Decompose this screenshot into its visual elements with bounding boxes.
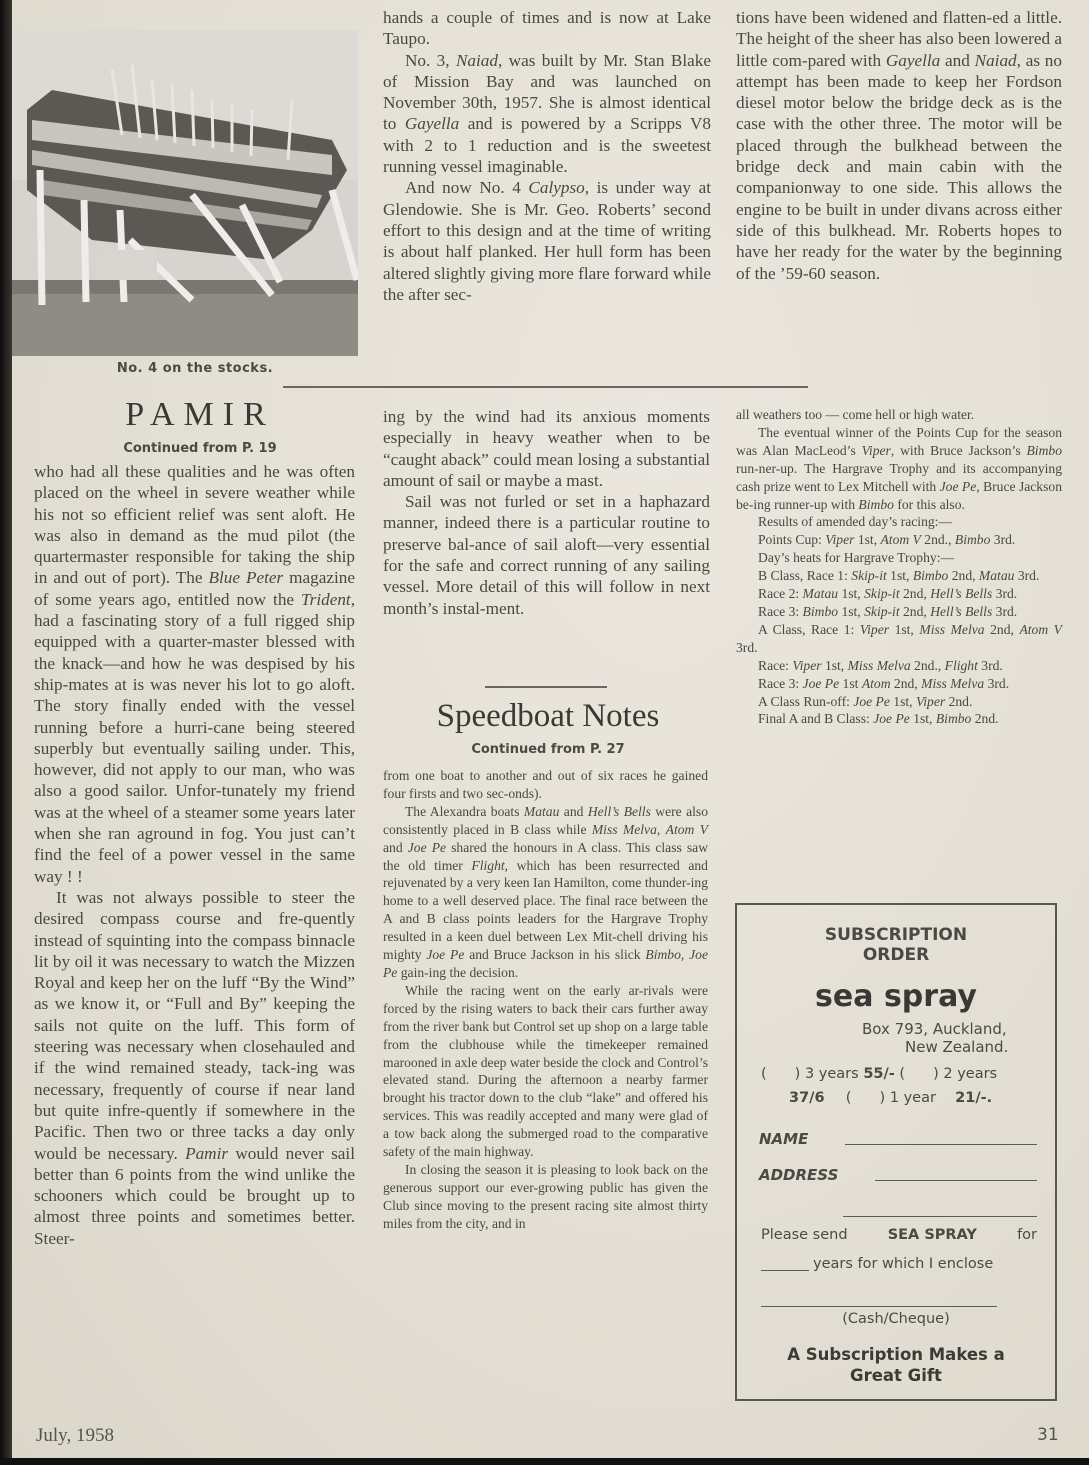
paragraph: Points Cup: Viper 1st, Atom V 2nd., Bimbo 3rd. <box>758 532 1016 548</box>
paragraph: No. 3, Naiad, was built by Mr. Stan Blake of Mission Bay and was launched on November 30th, 1957. She is almost identical to Gayella and is powered by a Scripps V8 with 2 to 1 reduction and is the sweetest running vessel imaginable. <box>383 50 711 177</box>
address-input-line-1[interactable] <box>875 1180 1037 1181</box>
pamir-column-left <box>34 461 355 1249</box>
paragraph: all weathers too — come hell or high water. <box>736 407 975 422</box>
name-label: NAME <box>759 1130 809 1148</box>
please-send-for: for <box>1017 1227 1037 1243</box>
please-send-text: Please send <box>761 1227 848 1243</box>
page-number: 31 <box>1037 1425 1059 1445</box>
option-row-1 <box>761 1066 997 1082</box>
subscription-order-form <box>735 903 1057 1401</box>
pamir-column-middle <box>383 406 710 619</box>
paragraph: In closing the season it is pleasing to look back on the generous support our ever-growing public has given the Club since moving to the present racing site almost thirty miles from the city, and in <box>383 1161 708 1231</box>
paragraph: Race 3: Joe Pe 1st Atom 2nd, Miss Melva 3rd. <box>758 675 1010 691</box>
option-2-years-label: 2 years <box>943 1066 998 1082</box>
paragraph: from one boat to another and out of six races he gained four firsts and two sec-onds). <box>383 768 708 801</box>
paragraph: A Class Run-off: Joe Pe 1st, Viper 2nd. <box>758 693 973 709</box>
name-input-line[interactable] <box>845 1144 1037 1145</box>
speedboat-column-right <box>736 406 1062 728</box>
issue-date: July, 1958 <box>36 1425 114 1446</box>
address-line2: New Zealand. <box>905 1038 1009 1056</box>
article-title-pamir: PAMIR <box>125 396 275 433</box>
cash-cheque-label: (Cash/Cheque) <box>842 1311 950 1327</box>
speedboat-divider <box>485 686 607 688</box>
option-3-years-label: 3 years <box>804 1066 859 1082</box>
subscription-tagline-line1: A Subscription Makes a <box>787 1345 1005 1364</box>
option-1-year-label: 1 year <box>889 1090 936 1106</box>
article-column-top-middle <box>383 7 711 305</box>
subscription-tagline-line2: Great Gift <box>850 1366 942 1385</box>
paragraph: hands a couple of times and is now at Lake Taupo. <box>383 8 711 49</box>
subscription-heading-line2: ORDER <box>862 945 930 965</box>
paragraph: It was not always possible to steer the desired compass course and fre-quently instead of squinting into the compass binnacle lit by oil it was necessary to watch the Mizzen Royal and keep her on the luff “By the Wind” as we know it, or “Full and By” keeping the sails not quite on the luff. This form of steering was necessary when closehauled and if the wind remained steady, tack-ing was necessary, frequently of course if near land but quite infre-quently if somewhere in the Pacific. Then two or three tacks a day only would be necessary. Pamir would never sail better than 6 points from the wind unlike the schooners which could be brought up to almost three points and sometimes better. Steer- <box>34 887 355 1248</box>
option-row-2 <box>789 1090 992 1106</box>
years-enclose-text: years for which I enclose <box>813 1256 994 1272</box>
paragraph: ing by the wind had its anxious moments especially in heavy weather when to be “caught aback” could mean losing a substantial amount of sail or maybe a mast. <box>383 407 710 490</box>
photo-caption: No. 4 on the stocks. <box>116 361 274 376</box>
paragraph: B Class, Race 1: Skip-it 1st, Bimbo 2nd, Matau 3rd. <box>758 568 1040 584</box>
article-title-speedboat-notes: Speedboat Notes <box>436 698 660 734</box>
checkbox-1-year[interactable]: ( ) <box>845 1090 886 1106</box>
amount-input-line[interactable] <box>761 1306 997 1307</box>
paragraph: The Alexandra boats Matau and Hell’s Bells were also consistently placed in B class while Miss Melva, Atom V and Joe Pe shared the honours in A class. This class saw the old timer Flight, which has been resurrected and rejuvenated by a very keen Ian Hamilton, come thunder-ing home to a well deserved place. The final race between the A and B class points leaders for the Hargrave Trophy resulted in a keen duel between Lex Mit-chell driving his mighty Joe Pe and Bruce Jackson in his slick Bimbo, Joe Pe gain-ing the decision. <box>383 803 709 980</box>
paragraph: And now No. 4 Calypso, is under way at Glendowie. She is Mr. Geo. Roberts’ second effort to this design and at the time of writing is about half planked. Her hull form has been altered slightly giving more flare forward while the after sec- <box>383 178 711 304</box>
paragraph: Sail was not furled or set in a haphazard manner, indeed there is a particular routine to preserve bal-ance of sail aloft—very essential for the safe and correct running of any sailing vessel. More detail of this will follow in next month’s instal-ment. <box>383 492 710 618</box>
checkbox-3-years[interactable]: ( ) <box>761 1066 801 1082</box>
section-divider <box>283 386 808 388</box>
checkbox-2-years[interactable]: ( ) <box>899 1066 939 1082</box>
speedboat-column-middle <box>383 767 708 1233</box>
paragraph: The eventual winner of the Points Cup for the season was Alan MacLeod’s Viper, with Bruce Jackson’s Bimbo run-ner-up. The Hargrave Trophy and its accompanying cash prize went to Lex Mitchell with Joe Pe, Bruce Jackson be-ing runner-up with Bimbo for this also. <box>736 424 1062 512</box>
address-line1: Box 793, Auckland, <box>862 1020 1007 1038</box>
article-column-top-right <box>736 7 1062 284</box>
continued-from-p27: Continued from P. 27 <box>471 742 625 757</box>
paragraph: Final A and B Class: Joe Pe 1st, Bimbo 2nd. <box>758 711 999 727</box>
paragraph: Race: Viper 1st, Miss Melva 2nd., Flight 3rd. <box>758 657 1003 673</box>
paragraph: Results of amended day’s racing:— <box>758 514 953 530</box>
paragraph: tions have been widened and flatten-ed a little. The height of the sheer has also been lowered a little com-pared with Gayella and Naiad, as no attempt has been made to keep her Fordson diesel motor below the bridge deck as is the case with the other three. The motor will be placed through the bulkhead between the bridge deck and main cabin with the companionway to one side. This allows the engine to be built in under divans across either side of this bulkhead. Mr. Roberts hopes to have her ready for the water by the beginning of the ’59-60 season. <box>736 8 1062 283</box>
address-input-line-2[interactable] <box>843 1216 1037 1217</box>
years-input-line[interactable] <box>761 1270 809 1271</box>
sea-spray-brand: sea spray <box>815 979 977 1014</box>
book-gutter <box>0 0 12 1465</box>
paragraph: A Class, Race 1: Viper 1st, Miss Melva 2nd, Atom V 3rd. <box>736 621 1062 655</box>
please-send-line <box>761 1227 1037 1243</box>
page-bottom-edge <box>0 1458 1089 1465</box>
please-send-brand: SEA SPRAY <box>887 1227 977 1243</box>
price-1-year: 21/-. <box>955 1090 993 1106</box>
paragraph: who had all these qualities and he was often placed on the wheel in severe weather while his not so efficient relief was sent aloft. He was also in demand as the mud pilot (the quartermaster responsible for taking the ship in and out of port). The Blue Peter magazine of some years ago, entitled now the Trident, had a fascinating story of a full rigged ship equipped with a quarter-master blessed with the knack—and how he was despised by his ship-mates at is was never his lot to go aloft. The story finally ended with the vessel running before a hurri-cane being steered superbly but eventually sailing under. This, however, did not apply to our man, who was also a good sailor. Unfor-tunately my friend was at the wheel of a steamer some years later when she ran aground in fog. You just can’t find the feel of a power vessel in the same way ! ! <box>34 462 355 886</box>
boat-frame-illustration <box>12 30 358 356</box>
price-3-years: 55/- <box>863 1066 895 1082</box>
paragraph: Day’s heats for Hargrave Trophy:— <box>758 550 955 566</box>
subscription-heading-line1: SUBSCRIPTION <box>824 925 968 945</box>
paragraph: Race 3: Bimbo 1st, Skip-it 2nd, Hell’s Bells 3rd. <box>758 603 1018 619</box>
boat-hull-photo <box>12 30 358 356</box>
price-2-years: 37/6 <box>789 1090 825 1106</box>
paragraph: While the racing went on the early ar-rivals were forced by the rising waters to back their cars further away from the river bank but Control set up shop on a large table from the clubhouse while the timekeeper remained marooned in axle deep water beside the clock and Control’s elevated stand. During the afternoon a nearby farmer brought his tractor down to the club “lake” and offered his services. This was readily accepted and many were glad of a tow back along the submerged road to the comparative safety of the main highway. <box>383 982 709 1160</box>
address-label: ADDRESS <box>759 1166 839 1184</box>
paragraph: Race 2: Matau 1st, Skip-it 2nd, Hell’s Bells 3rd. <box>758 586 1018 602</box>
continued-from-p19: Continued from P. 19 <box>123 441 277 456</box>
